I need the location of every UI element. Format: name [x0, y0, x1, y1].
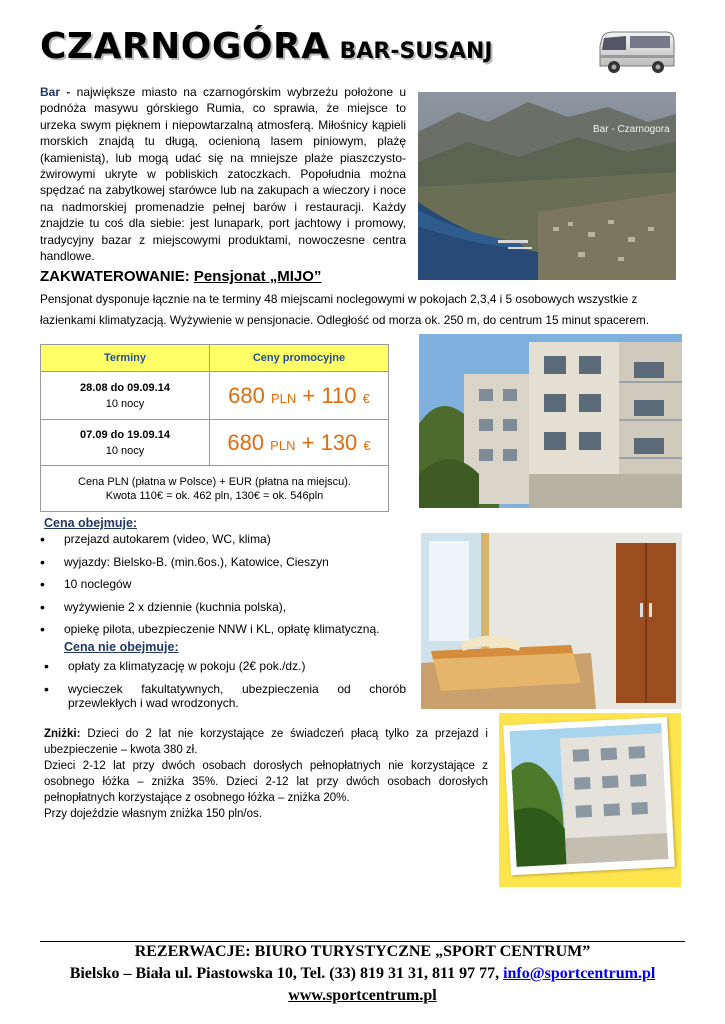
title-main: CZARNOGÓRA: [40, 26, 330, 67]
footer-divider: [40, 941, 685, 942]
room-interior-photo: [421, 533, 682, 709]
excludes-heading: Cena nie obejmuje:: [64, 640, 179, 654]
framed-photo: [499, 713, 681, 887]
city-aerial-photo: [418, 92, 676, 280]
footer-line-1: REZERWACJE: BIURO TURYSTYCZNE „SPORT CENTRUM”: [134, 943, 591, 960]
footer-line-3: [0, 987, 725, 1005]
list-item: • 10 noclegów: [40, 577, 410, 591]
footer-address: Bielsko – Biała ul. Piastowska 10, Tel. (33) 819 31 31, 811 97 77,: [69, 965, 504, 982]
price-value: 680 PLN + 130 €: [210, 420, 389, 466]
discounts-label: Zniżki:: [44, 728, 81, 740]
term-dates: 07.09 do 19.09.14: [80, 428, 170, 441]
bus-icon: [596, 28, 676, 76]
price-value: 680 PLN + 110 €: [210, 372, 389, 420]
discounts-section: Zniżki: Dzieci do 2 lat nie korzystające ze świadczeń płacą tylko za przejazd i ubezpieczenie – kwota 380 zł. Dzieci 2-12 lat przy dwóch osobach dorosłych pełnopłatnych nie korzystające z osobnego łóżka – zniżka 35%. Dzieci 2-12 lat przy dwóch osobach dorosłych pełnopłatnych korzystające z osobnego łóżka – zniżka 20%. Przy dojeździe własnym zniżka 150 pln/os.: [44, 728, 488, 820]
list-item: • wyżywienie 2 x dziennie (kuchnia polska),: [40, 600, 410, 614]
intro-paragraph: [40, 84, 406, 264]
hotel-building-photo: [419, 334, 682, 508]
term-dates: 28.08 do 09.09.14: [80, 381, 170, 394]
photo-caption: Bar - Czarnogora: [593, 124, 670, 135]
term-nights: 10 nocy: [105, 397, 145, 410]
list-item: • opiekę pilota, ubezpieczenie NNW i KL, opłatę klimatyczną.: [40, 622, 410, 636]
intro-text: największe miasto na czarnogórskim wybrzeżu położone u podnóża masywu górskiego Rumia, co sprawia, że miejsce to urzeka swym pięknem i niepowtarzalną atmosferą. Miłośnicy kąpieli morskich znajdą tu długą, ocienioną lasem piniowym, plażę (kamienistą), lub mogą udać się na mniejsze plaże piaszczysto-żwirowymi ukryte w pobliskich zatoczkach. Popołudnia można spędzać na zabytkowej starówce lub na zakupach a wieczory i noce na nadmorskiej promenadzie pełnej barów i restauracji. Każdy znajdzie tu coś dla siebie: jest lunapark, port jachtowy i promowy, tradycyjny bazar z miejscowymi produktami, nowoczesne centra handlowe.: [40, 85, 407, 264]
page-title: [40, 26, 493, 67]
city-photo-image: [418, 92, 676, 280]
includes-heading: Cena obejmuje:: [44, 516, 138, 530]
price-table: [40, 344, 389, 512]
accommodation-text: Pensjonat dysponuje łącznie na te terminy 48 miejscami noclegowymi w pokojach 2,3,4 i 5 osobowych wszystkie z łazienkami klimatyzacją. Wyżywienie w pensjonacie. Odległość od morza ok. 250 m, do centrum 15 minut spacerem.: [40, 292, 650, 327]
list-item: • opłaty za klimatyzację w pokoju (2€ pok./dz.): [44, 659, 406, 673]
price-row: [41, 420, 389, 466]
list-item: • wyjazdy: Bielsko-B. (min.6os.), Katowice, Cieszyn: [40, 555, 410, 569]
website-link[interactable]: www.sportcentrum.pl: [288, 987, 437, 1004]
intro-lead: Bar -: [40, 85, 71, 99]
photo-print: [503, 717, 675, 875]
accommodation-label: ZAKWATEROWANIE:: [40, 268, 190, 285]
price-note: Cena PLN (płatna w Polsce) + EUR (płatna na miejscu). Kwota 110€ = ok. 462 pln, 130€ = ok. 546pln: [41, 466, 389, 512]
accommodation-name: Pensjonat „MIJO”: [193, 268, 322, 285]
term-nights: 10 nocy: [105, 444, 145, 457]
price-row: [41, 372, 389, 420]
terms-header: Terminy: [41, 345, 210, 372]
includes-list: [40, 532, 410, 645]
excludes-list: [44, 659, 406, 718]
title-sub: BAR-SUSANJ: [339, 39, 493, 64]
list-item: • wycieczek fakultatywnych, ubezpieczenia od chorób przewlekłych i wad wrodzonych.: [44, 682, 406, 710]
footer-line-2: [0, 965, 725, 983]
email-link[interactable]: info@sportcentrum.pl: [503, 965, 656, 982]
prices-header: Ceny promocyjne: [210, 345, 389, 372]
list-item: • przejazd autokarem (video, WC, klima): [40, 532, 410, 546]
accommodation-heading: [40, 268, 321, 285]
